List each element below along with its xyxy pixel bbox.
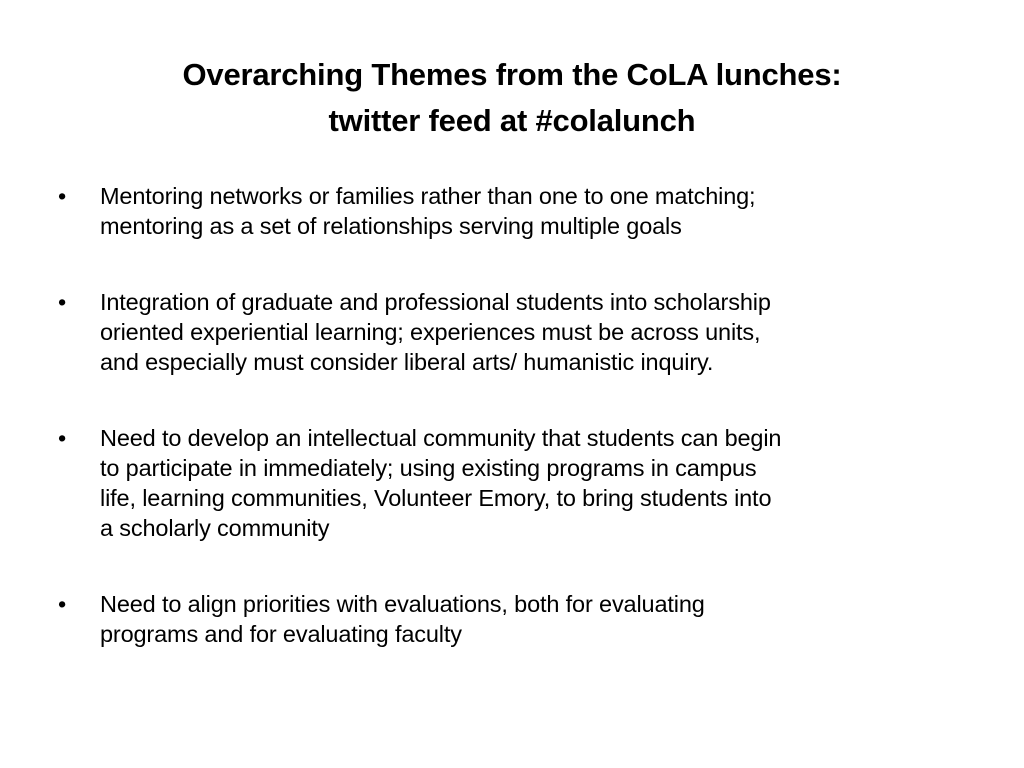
bullet-text-line: Mentoring networks or families rather than one to one matching; (100, 183, 756, 209)
bullet-text-line: programs and for evaluating faculty (100, 621, 462, 647)
title-line-2: twitter feed at #colalunch (328, 103, 696, 138)
bullet-item (58, 287, 968, 377)
bullet-text-line: and especially must consider liberal arts/ humanistic inquiry. (100, 349, 714, 375)
bullet-item (58, 423, 968, 543)
bullet-text-line: mentoring as a set of relationships serving multiple goals (100, 213, 682, 239)
bullet-text-line: oriented experiential learning; experiences must be across units, (100, 319, 761, 345)
bullet-list (58, 181, 968, 695)
bullet-text-line: Need to align priorities with evaluations, both for evaluating (100, 591, 705, 617)
bullet-dot-icon: • (58, 183, 67, 209)
bullet-text-line: Need to develop an intellectual community that students can begin (100, 425, 782, 451)
bullet-item (58, 589, 968, 649)
bullet-dot-icon: • (58, 591, 67, 617)
bullet-dot-icon: • (58, 289, 67, 315)
bullet-item (58, 181, 968, 241)
slide-title (60, 52, 964, 144)
bullet-text-line: to participate in immediately; using existing programs in campus (100, 455, 757, 481)
bullet-text-line: life, learning communities, Volunteer Emory, to bring students into (100, 485, 772, 511)
bullet-text-line: a scholarly community (100, 515, 330, 541)
bullet-text-line: Integration of graduate and professional students into scholarship (100, 289, 771, 315)
bullet-dot-icon: • (58, 425, 67, 451)
title-line-1: Overarching Themes from the CoLA lunches: (182, 57, 842, 92)
